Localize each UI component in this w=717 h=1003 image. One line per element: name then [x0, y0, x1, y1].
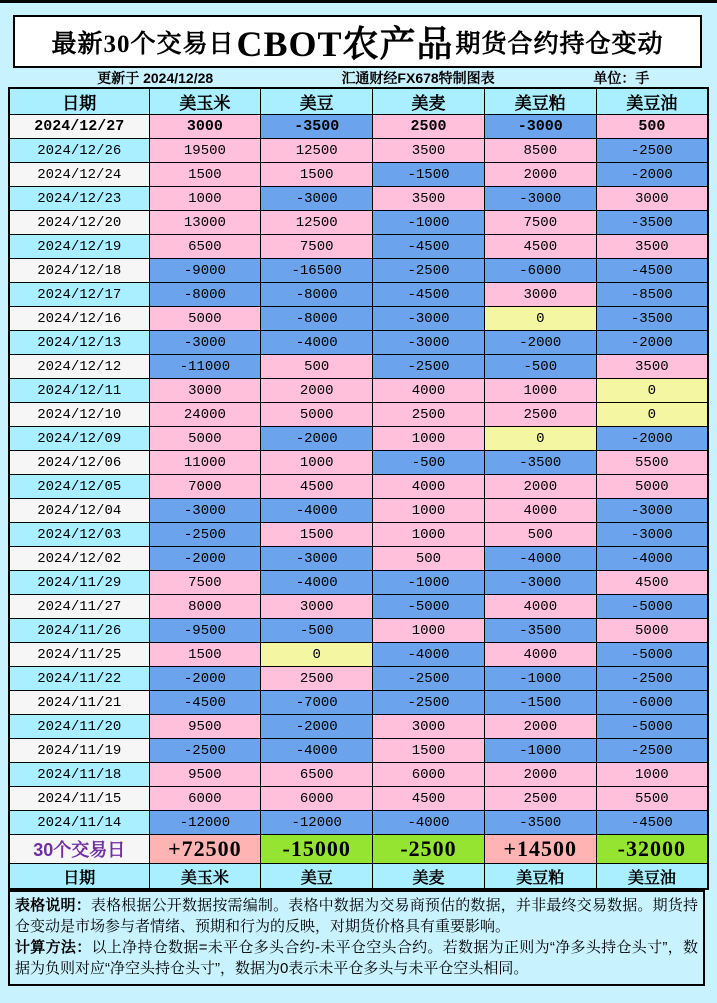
value-cell: -2000 — [596, 331, 708, 355]
date-cell: 2024/12/26 — [9, 139, 149, 163]
value-cell: -2000 — [596, 427, 708, 451]
value-cell: -3000 — [373, 307, 485, 331]
value-cell: -3500 — [596, 211, 708, 235]
table-row — [9, 643, 708, 667]
table-row — [9, 403, 708, 427]
value-cell: -16500 — [261, 259, 373, 283]
value-cell: -12000 — [149, 811, 261, 835]
title-brand: CBOT农产品 — [236, 24, 454, 64]
table-row — [9, 115, 708, 139]
value-cell: -2500 — [373, 355, 485, 379]
value-cell: -2500 — [373, 667, 485, 691]
date-cell: 2024/12/04 — [9, 499, 149, 523]
table-row — [9, 811, 708, 835]
value-cell: 4500 — [261, 475, 373, 499]
value-cell: -1000 — [373, 571, 485, 595]
table-row — [9, 619, 708, 643]
date-cell: 2024/12/02 — [9, 547, 149, 571]
value-cell: -4500 — [596, 259, 708, 283]
value-cell: 1500 — [149, 643, 261, 667]
value-cell: -4000 — [261, 331, 373, 355]
top-border-bar — [0, 0, 717, 3]
total-row — [9, 835, 708, 864]
date-cell: 2024/11/29 — [9, 571, 149, 595]
value-cell: 3500 — [596, 355, 708, 379]
date-cell: 2024/12/03 — [9, 523, 149, 547]
value-cell: 4000 — [373, 379, 485, 403]
value-cell: 4000 — [484, 499, 596, 523]
value-cell: -500 — [484, 355, 596, 379]
value-cell: 5500 — [596, 787, 708, 811]
value-cell: -3000 — [261, 547, 373, 571]
total-label: 30个交易日 — [9, 835, 149, 864]
value-cell: -2500 — [596, 739, 708, 763]
date-cell: 2024/12/18 — [9, 259, 149, 283]
value-cell: -4000 — [261, 571, 373, 595]
value-cell: -3000 — [484, 115, 596, 139]
value-cell: -6000 — [596, 691, 708, 715]
value-cell: -5000 — [596, 595, 708, 619]
table-row — [9, 283, 708, 307]
table-row — [9, 163, 708, 187]
table-notes — [8, 890, 705, 986]
value-cell: 7500 — [149, 571, 261, 595]
table-row — [9, 499, 708, 523]
value-cell: -11000 — [149, 355, 261, 379]
value-cell: 4000 — [484, 643, 596, 667]
date-cell: 2024/11/15 — [9, 787, 149, 811]
value-cell: -2000 — [149, 667, 261, 691]
value-cell: 1500 — [261, 163, 373, 187]
value-cell: 7500 — [261, 235, 373, 259]
table-row — [9, 211, 708, 235]
value-cell: 1500 — [373, 739, 485, 763]
date-cell: 2024/12/10 — [9, 403, 149, 427]
value-cell: -3000 — [484, 187, 596, 211]
value-cell: 8500 — [484, 139, 596, 163]
title-prefix: 最新30个交易日 — [51, 30, 235, 58]
value-cell: 6500 — [261, 763, 373, 787]
value-cell: 3500 — [373, 139, 485, 163]
table-row — [9, 787, 708, 811]
date-cell: 2024/12/11 — [9, 379, 149, 403]
table-row — [9, 379, 708, 403]
value-cell: 0 — [484, 307, 596, 331]
value-cell: 12500 — [261, 139, 373, 163]
table-row — [9, 451, 708, 475]
table-row — [9, 139, 708, 163]
value-cell: -3500 — [484, 619, 596, 643]
value-cell: 3000 — [149, 379, 261, 403]
col-header-date: 日期 — [9, 88, 149, 115]
footer-header-row — [9, 864, 708, 890]
value-cell: 1000 — [149, 187, 261, 211]
value-cell: 6000 — [149, 787, 261, 811]
foot-col-soyoil: 美豆油 — [596, 864, 708, 890]
value-cell: 1000 — [373, 619, 485, 643]
total-corn: +72500 — [149, 835, 261, 864]
value-cell: -2000 — [149, 547, 261, 571]
date-cell: 2024/11/18 — [9, 763, 149, 787]
value-cell: -5000 — [596, 643, 708, 667]
foot-col-date: 日期 — [9, 864, 149, 890]
value-cell: -3000 — [373, 331, 485, 355]
value-cell: -3000 — [484, 571, 596, 595]
value-cell: 7500 — [484, 211, 596, 235]
table-row — [9, 331, 708, 355]
value-cell: -2000 — [596, 163, 708, 187]
value-cell: -2500 — [596, 139, 708, 163]
value-cell: 1000 — [484, 379, 596, 403]
value-cell: 500 — [261, 355, 373, 379]
date-cell: 2024/12/09 — [9, 427, 149, 451]
value-cell: 500 — [484, 523, 596, 547]
value-cell: -2000 — [261, 427, 373, 451]
date-cell: 2024/11/26 — [9, 619, 149, 643]
value-cell: 6000 — [373, 763, 485, 787]
value-cell: 1000 — [596, 763, 708, 787]
value-cell: 2500 — [261, 667, 373, 691]
col-header-soybean: 美豆 — [261, 88, 373, 115]
table-row — [9, 595, 708, 619]
value-cell: -2000 — [261, 715, 373, 739]
date-cell: 2024/12/06 — [9, 451, 149, 475]
value-cell: 5000 — [596, 619, 708, 643]
note2-label: 计算方法： — [15, 939, 92, 956]
value-cell: -1000 — [373, 211, 485, 235]
date-cell: 2024/12/20 — [9, 211, 149, 235]
value-cell: -4500 — [596, 811, 708, 835]
foot-col-soymeal: 美豆粕 — [484, 864, 596, 890]
value-cell: 2500 — [484, 787, 596, 811]
value-cell: 7000 — [149, 475, 261, 499]
value-cell: -7000 — [261, 691, 373, 715]
col-header-soymeal: 美豆粕 — [484, 88, 596, 115]
value-cell: -2500 — [149, 523, 261, 547]
date-cell: 2024/11/27 — [9, 595, 149, 619]
table-row — [9, 307, 708, 331]
date-cell: 2024/12/27 — [9, 115, 149, 139]
total-soybean: -15000 — [261, 835, 373, 864]
value-cell: -6000 — [484, 259, 596, 283]
value-cell: 2500 — [373, 115, 485, 139]
value-cell: 0 — [596, 379, 708, 403]
value-cell: 5000 — [596, 475, 708, 499]
total-soymeal: +14500 — [484, 835, 596, 864]
date-cell: 2024/11/21 — [9, 691, 149, 715]
value-cell: -1000 — [484, 667, 596, 691]
value-cell: 5000 — [149, 427, 261, 451]
value-cell: 500 — [596, 115, 708, 139]
value-cell: -2500 — [596, 667, 708, 691]
foot-col-corn: 美玉米 — [149, 864, 261, 890]
value-cell: -8500 — [596, 283, 708, 307]
date-cell: 2024/11/20 — [9, 715, 149, 739]
value-cell: 4000 — [373, 475, 485, 499]
value-cell: 4500 — [596, 571, 708, 595]
value-cell: -1000 — [484, 739, 596, 763]
total-soyoil: -32000 — [596, 835, 708, 864]
chart-title — [13, 15, 702, 68]
foot-col-wheat: 美麦 — [373, 864, 485, 890]
value-cell: -3500 — [484, 811, 596, 835]
value-cell: 2000 — [484, 475, 596, 499]
table-row — [9, 691, 708, 715]
value-cell: 3000 — [373, 715, 485, 739]
value-cell: -500 — [373, 451, 485, 475]
table-row — [9, 235, 708, 259]
note2-text: 以上净持仓数据=未平仓多头合约-未平仓空头合约。若数据为正则为“净多头持仓头寸”，数据为负则对应“净空头持仓头寸”，数据为0表示未平仓多头与未平仓空头相同。 — [15, 939, 698, 977]
source-label: 汇通财经FX678特制图表 — [341, 70, 495, 86]
value-cell: -5000 — [373, 595, 485, 619]
date-cell: 2024/12/24 — [9, 163, 149, 187]
value-cell: -4500 — [149, 691, 261, 715]
value-cell: 4000 — [484, 595, 596, 619]
value-cell: -8000 — [261, 283, 373, 307]
value-cell: 9500 — [149, 763, 261, 787]
table-row — [9, 427, 708, 451]
value-cell: 2000 — [261, 379, 373, 403]
value-cell: 1000 — [261, 451, 373, 475]
table-row — [9, 739, 708, 763]
note1-label: 表格说明： — [15, 897, 91, 914]
value-cell: -4000 — [484, 547, 596, 571]
value-cell: 6500 — [149, 235, 261, 259]
value-cell: -3000 — [149, 499, 261, 523]
table-row — [9, 187, 708, 211]
updated-date: 更新于 2024/12/28 — [97, 70, 214, 86]
table-row — [9, 667, 708, 691]
value-cell: -3500 — [484, 451, 596, 475]
value-cell: -3500 — [596, 307, 708, 331]
table-row — [9, 547, 708, 571]
title-suffix: 期货合约持仓变动 — [455, 30, 664, 58]
positions-table — [8, 87, 709, 890]
value-cell: 0 — [596, 403, 708, 427]
value-cell: -4500 — [373, 235, 485, 259]
value-cell: 1500 — [149, 163, 261, 187]
value-cell: 2000 — [484, 163, 596, 187]
value-cell: 5000 — [261, 403, 373, 427]
value-cell: 13000 — [149, 211, 261, 235]
value-cell: 9500 — [149, 715, 261, 739]
value-cell: -2500 — [373, 259, 485, 283]
table-row — [9, 475, 708, 499]
col-header-corn: 美玉米 — [149, 88, 261, 115]
value-cell: -5000 — [596, 715, 708, 739]
value-cell: -4500 — [373, 283, 485, 307]
value-cell: 1000 — [373, 523, 485, 547]
value-cell: 2500 — [484, 403, 596, 427]
value-cell: -9500 — [149, 619, 261, 643]
table-row — [9, 763, 708, 787]
value-cell: 4500 — [484, 235, 596, 259]
value-cell: 19500 — [149, 139, 261, 163]
note1-text: 表格根据公开数据按需编制。表格中数据为交易商预估的数据，并非最终交易数据。期货持仓变动是市场参与者情绪、预期和行为的反映，对期货价格具有重要影响。 — [15, 897, 698, 935]
value-cell: 12500 — [261, 211, 373, 235]
value-cell: 4500 — [373, 787, 485, 811]
table-row — [9, 355, 708, 379]
value-cell: -2500 — [149, 739, 261, 763]
value-cell: -3000 — [596, 499, 708, 523]
value-cell: 3000 — [484, 283, 596, 307]
value-cell: -3000 — [596, 523, 708, 547]
value-cell: 3500 — [596, 235, 708, 259]
value-cell: -4000 — [596, 547, 708, 571]
value-cell: -4000 — [261, 499, 373, 523]
col-header-wheat: 美麦 — [373, 88, 485, 115]
value-cell: 2000 — [484, 763, 596, 787]
value-cell: 0 — [484, 427, 596, 451]
value-cell: 6000 — [261, 787, 373, 811]
total-wheat: -2500 — [373, 835, 485, 864]
value-cell: 2000 — [484, 715, 596, 739]
date-cell: 2024/12/19 — [9, 235, 149, 259]
value-cell: 500 — [373, 547, 485, 571]
date-cell: 2024/11/14 — [9, 811, 149, 835]
date-cell: 2024/12/12 — [9, 355, 149, 379]
value-cell: 1000 — [373, 499, 485, 523]
value-cell: -1500 — [484, 691, 596, 715]
value-cell: -2500 — [373, 691, 485, 715]
col-header-soyoil: 美豆油 — [596, 88, 708, 115]
value-cell: -500 — [261, 619, 373, 643]
value-cell: -4000 — [373, 811, 485, 835]
value-cell: 3000 — [596, 187, 708, 211]
value-cell: 0 — [261, 643, 373, 667]
value-cell: -12000 — [261, 811, 373, 835]
table-row — [9, 523, 708, 547]
value-cell: -3000 — [149, 331, 261, 355]
date-cell: 2024/11/22 — [9, 667, 149, 691]
table-row — [9, 715, 708, 739]
table-row — [9, 571, 708, 595]
value-cell: -4000 — [373, 643, 485, 667]
date-cell: 2024/11/25 — [9, 643, 149, 667]
date-cell: 2024/11/19 — [9, 739, 149, 763]
value-cell: -8000 — [261, 307, 373, 331]
date-cell: 2024/12/17 — [9, 283, 149, 307]
value-cell: 3500 — [373, 187, 485, 211]
date-cell: 2024/12/05 — [9, 475, 149, 499]
value-cell: 1000 — [373, 427, 485, 451]
value-cell: 3000 — [261, 595, 373, 619]
value-cell: -4000 — [261, 739, 373, 763]
value-cell: -9000 — [149, 259, 261, 283]
value-cell: -1500 — [373, 163, 485, 187]
value-cell: 3000 — [149, 115, 261, 139]
date-cell: 2024/12/13 — [9, 331, 149, 355]
value-cell: 1500 — [261, 523, 373, 547]
value-cell: 24000 — [149, 403, 261, 427]
value-cell: -3000 — [261, 187, 373, 211]
foot-col-soybean: 美豆 — [261, 864, 373, 890]
value-cell: -2000 — [484, 331, 596, 355]
table-row — [9, 259, 708, 283]
value-cell: 11000 — [149, 451, 261, 475]
value-cell: 5500 — [596, 451, 708, 475]
value-cell: -3500 — [261, 115, 373, 139]
date-cell: 2024/12/23 — [9, 187, 149, 211]
value-cell: 2500 — [373, 403, 485, 427]
date-cell: 2024/12/16 — [9, 307, 149, 331]
value-cell: 5000 — [149, 307, 261, 331]
value-cell: 8000 — [149, 595, 261, 619]
header-row — [9, 88, 708, 115]
unit-label: 单位：手 — [593, 70, 650, 86]
value-cell: -8000 — [149, 283, 261, 307]
meta-bar — [8, 69, 709, 87]
